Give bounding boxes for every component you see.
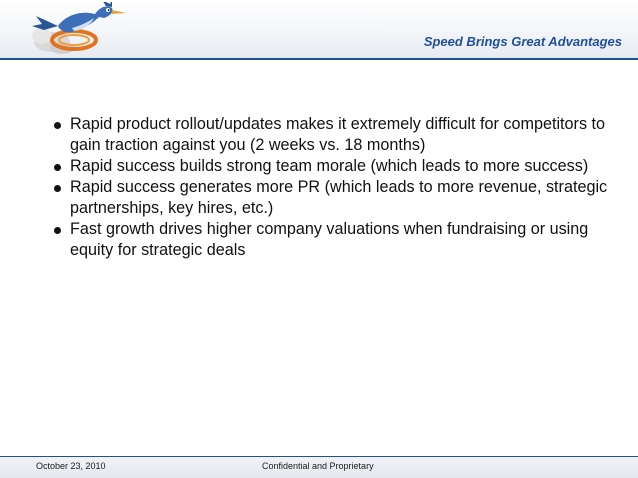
bullet-text: Rapid success builds strong team morale (which leads to more success) — [70, 157, 589, 175]
bullet-item — [48, 219, 608, 261]
bullet-text: Fast growth drives higher company valuations when fundraising or using equity for strategic deals — [70, 220, 589, 259]
slide-title: Speed Brings Great Advantages — [423, 34, 622, 49]
roadrunner-logo-icon — [28, 2, 128, 56]
bullet-dot-icon — [54, 185, 61, 192]
bullet-dot-icon — [54, 227, 61, 234]
bullet-dot-icon — [54, 164, 61, 171]
bullet-list — [48, 114, 608, 261]
bullet-text: Rapid product rollout/updates makes it extremely difficult for competitors to gain traction against you (2 weeks vs. 18 months) — [70, 115, 606, 154]
bullet-item — [48, 177, 608, 219]
bullet-text: Rapid success generates more PR (which leads to more revenue, strategic partnerships, key hires, etc.) — [70, 178, 608, 217]
header-divider — [0, 58, 638, 60]
bullet-item — [48, 156, 608, 177]
bullet-item — [48, 114, 608, 156]
footer-date: October 23, 2010 — [36, 461, 106, 471]
bullet-dot-icon — [54, 122, 61, 129]
footer-confidentiality: Confidential and Proprietary — [262, 461, 374, 471]
